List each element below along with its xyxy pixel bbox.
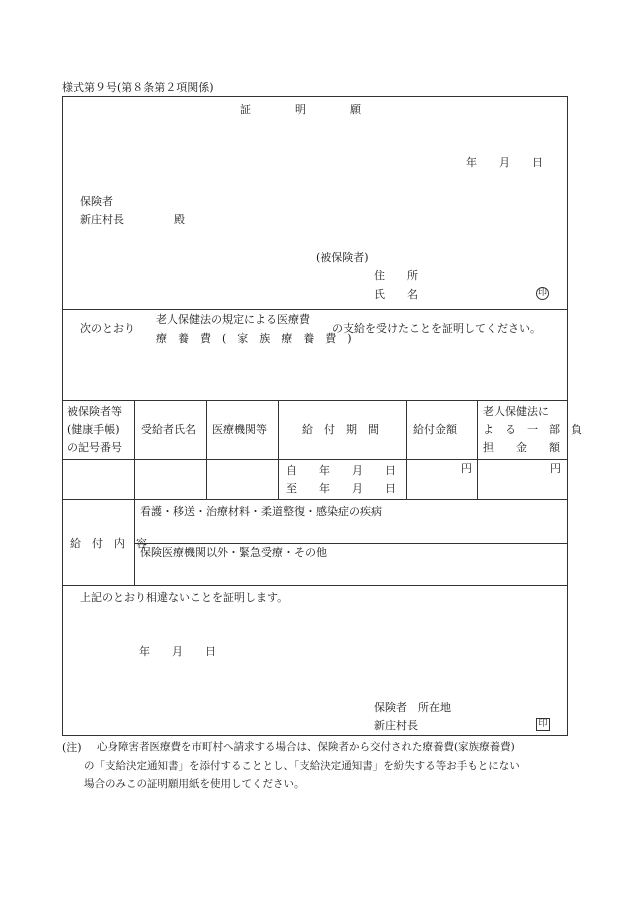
form-title: 証 明 願 <box>240 103 361 116</box>
header-copay-1: 老人保健法に <box>483 405 549 418</box>
divider <box>62 585 568 586</box>
header-benefit-amount: 給付金額 <box>413 423 457 436</box>
table-row-line <box>62 459 568 460</box>
insurer-label: 保険者 <box>80 195 113 208</box>
certify-insurer-location: 保険者 所在地 <box>374 701 451 714</box>
certify-date: 年 月 日 <box>139 645 216 658</box>
table-col-line <box>477 400 478 500</box>
note-line-3: 場合のみこの証明願用紙を使用してください。 <box>84 778 305 790</box>
table-col-line <box>406 400 407 500</box>
benefit-option-other: 保険医療機関以外・緊急受療・その他 <box>140 546 327 559</box>
form-number: 様式第９号(第８条第２項関係) <box>62 81 214 94</box>
period-from: 自 年 月 日 <box>286 464 396 477</box>
header-copay-2: よ る 一 部 負 <box>483 423 582 436</box>
benefit-amount-yen: 円 <box>461 462 472 475</box>
statement-option-medical: 老人保健法の規定による医療費 <box>156 313 310 326</box>
certify-mayor: 新庄村長 <box>374 719 418 732</box>
table-col-line <box>134 400 135 500</box>
header-recipient-name: 受給者氏名 <box>141 423 196 436</box>
table-col-line <box>206 400 207 500</box>
note-marker: (注) <box>62 741 82 754</box>
benefit-row-line <box>134 543 568 544</box>
statement-option-treatment: 療 養 費 ( 家 族 療 養 費 ) <box>156 332 352 345</box>
header-benefit-period: 給 付 期 間 <box>302 423 379 436</box>
copay-yen: 円 <box>550 462 561 475</box>
divider <box>62 309 568 310</box>
insured-label: (被保険者) <box>316 251 369 264</box>
header-insured-no-2: (健康手帳) <box>67 423 120 436</box>
header-insured-no-3: の記号番号 <box>67 441 122 454</box>
header-copay-3: 担 金 額 <box>483 441 560 454</box>
table-row-line <box>62 499 568 500</box>
note-line-2: の「支給決定通知書」を添付することとし、「支給決定通知書」を紛失する等お手もとにない <box>84 760 520 772</box>
statement-prefix: 次のとおり <box>80 322 135 335</box>
table-col-line <box>278 400 279 500</box>
request-date: 年 月 日 <box>466 156 543 169</box>
benefit-label: 給 付 内 容 <box>70 537 147 550</box>
mayor-label: 新庄村長 <box>80 213 124 226</box>
address-label: 住 所 <box>374 269 418 282</box>
addressee-suffix: 殿 <box>174 213 185 226</box>
header-medical-institution: 医療機関等 <box>212 423 267 436</box>
statement-suffix: の支給を受けたことを証明してください。 <box>332 322 541 335</box>
name-label: 氏 名 <box>374 288 418 301</box>
note-line-1: 心身障害者医療費を市町村へ請求する場合は、保険者から交付された療養費(家族療養費) <box>97 741 515 753</box>
benefit-option-nursing: 看護・移送・治療材料・柔道整復・感染症の疾病 <box>140 505 382 518</box>
certify-seal-mark: 印 <box>536 718 550 731</box>
period-to: 至 年 月 日 <box>286 482 396 495</box>
certify-text: 上記のとおり相違ないことを証明します。 <box>80 591 289 604</box>
header-insured-no-1: 被保険者等 <box>67 405 122 418</box>
seal-mark: 印 <box>537 288 547 298</box>
divider <box>62 400 568 401</box>
